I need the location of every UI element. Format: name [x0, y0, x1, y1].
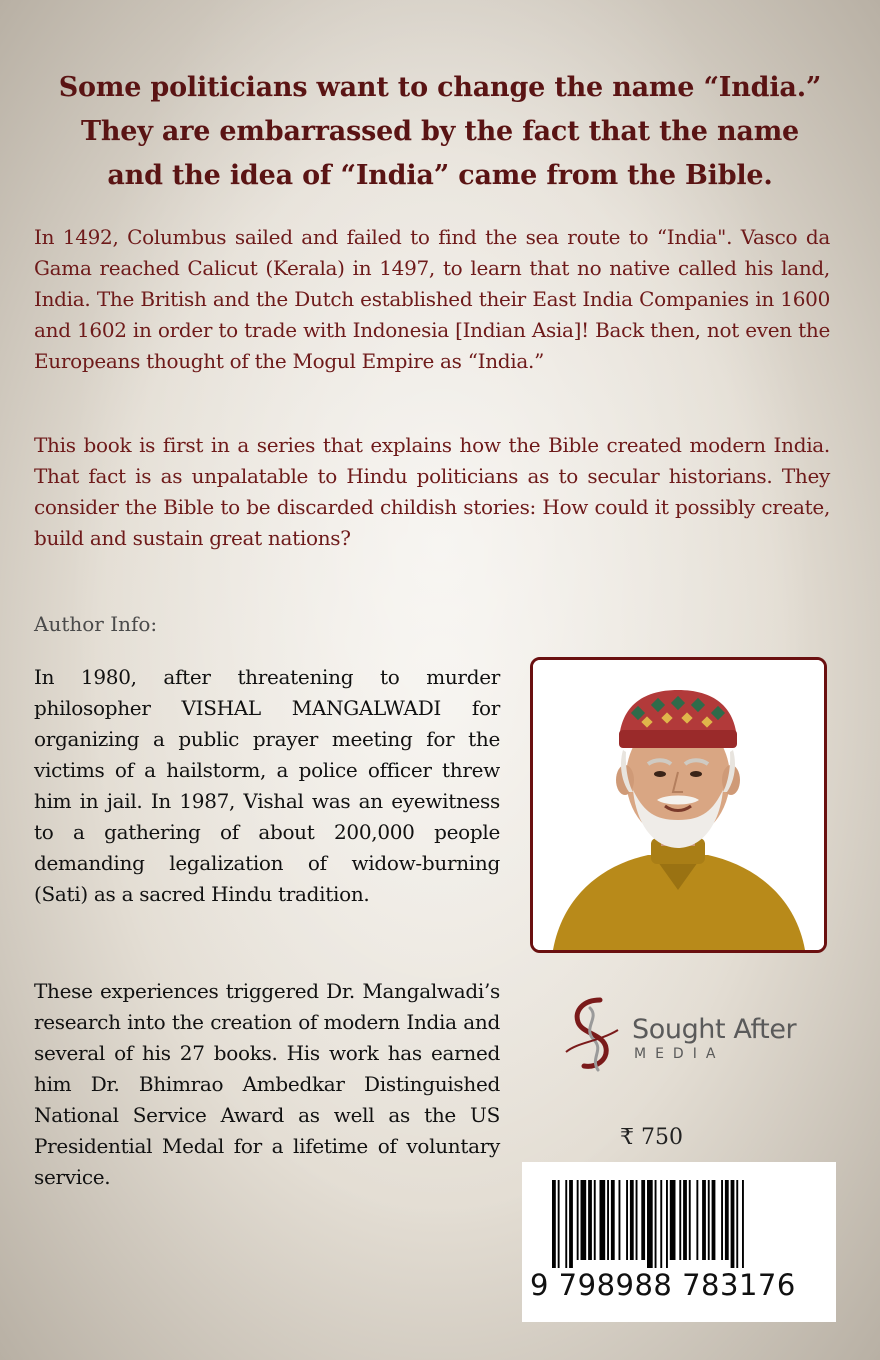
barcode-bar [552, 1180, 556, 1268]
author-bio-paragraph-1: In 1980, after threatening to murder philosopher VISHAL MANGALWADI for organizing a public prayer meeting for the victims of a hailstorm, a police officer threw him in jail. In 1987, Vishal was an eyewitness to a gathering of about 200,000 people demanding legalization of widow-burning (Sati) as a sacred Hindu tradition. [34, 665, 500, 906]
author-bio-paragraph-2: These experiences triggered Dr. Mangalwadi’s research into the creation of modern India and several of his 27 books. His work has earned him Dr. Bhimrao Ambedkar Distinguished National Service Award as well as the US Presidential Medal for a lifetime of voluntary service. [34, 979, 500, 1189]
publisher-logo [560, 994, 850, 1074]
barcode-bar [600, 1180, 606, 1260]
barcode-bar [647, 1180, 653, 1268]
barcode-bar [558, 1180, 560, 1268]
barcode-bar [569, 1180, 573, 1268]
barcode-bar [660, 1180, 662, 1268]
barcode-bar [588, 1180, 592, 1260]
barcode-bar [594, 1180, 596, 1260]
headline-line-1: Some politicians want to change the name “India.” [58, 72, 822, 103]
barcode-bar [611, 1180, 615, 1260]
barcode-bar [636, 1180, 638, 1260]
barcode-bar [666, 1180, 668, 1268]
headline [40, 66, 840, 198]
headline-line-3: and the idea of “India” came from the Bible. [107, 160, 773, 191]
author-portrait-illustration [533, 660, 824, 950]
intro-paragraph-1: In 1492, Columbus sailed and failed to find the sea route to “India". Vasco da Gama reached Calicut (Kerala) in 1497, to learn that no native called his land, India. The British and the Dutch established their East India Companies in 1600 and 1602 in order to trade with Indonesia [Indian Asia]! Back then, not even the Europeans thought of the Mogul Empire as “India.” [34, 225, 830, 373]
barcode-bar [655, 1180, 657, 1268]
barcode-bar [565, 1180, 567, 1268]
barcode-bar [702, 1180, 706, 1260]
barcode-bar [696, 1180, 698, 1260]
barcode-bar [742, 1180, 744, 1268]
intro-paragraph-2: This book is first in a series that explains how the Bible created modern India. That fact is as unpalatable to Hindu politicians as to secular historians. They consider the Bible to be discarded childish stories: How could it possibly create, build and sustain great nations? [34, 433, 830, 550]
author-info-label: Author Info: [34, 612, 158, 636]
barcode-bar [577, 1180, 579, 1260]
publisher-swirl-icon [560, 994, 628, 1074]
barcode-bar [641, 1180, 645, 1260]
author-photo [530, 657, 827, 953]
publisher-name: Sought After [632, 1014, 797, 1045]
barcode-bar [725, 1180, 729, 1260]
barcode-bar [683, 1180, 687, 1260]
barcode-bar [721, 1180, 723, 1260]
barcode-bar [607, 1180, 609, 1260]
publisher-subtitle: MEDIA [634, 1046, 725, 1062]
barcode-bar [708, 1180, 710, 1260]
barcode-bar [626, 1180, 628, 1260]
price-label: ₹ 750 [620, 1125, 683, 1150]
barcode-bars [552, 1180, 806, 1268]
isbn-barcode [522, 1162, 836, 1322]
barcode-bar [581, 1180, 587, 1260]
barcode-bar [670, 1180, 676, 1260]
barcode-bar [689, 1180, 691, 1260]
barcode-bar [712, 1180, 716, 1260]
barcode-digits: 9 798988 783176 [530, 1268, 796, 1302]
barcode-bar [619, 1180, 621, 1260]
barcode-bar [731, 1180, 735, 1268]
headline-line-2: They are embarrassed by the fact that the name [80, 116, 800, 147]
barcode-bar [679, 1180, 681, 1260]
barcode-bar [630, 1180, 634, 1260]
barcode-bar [736, 1180, 738, 1268]
